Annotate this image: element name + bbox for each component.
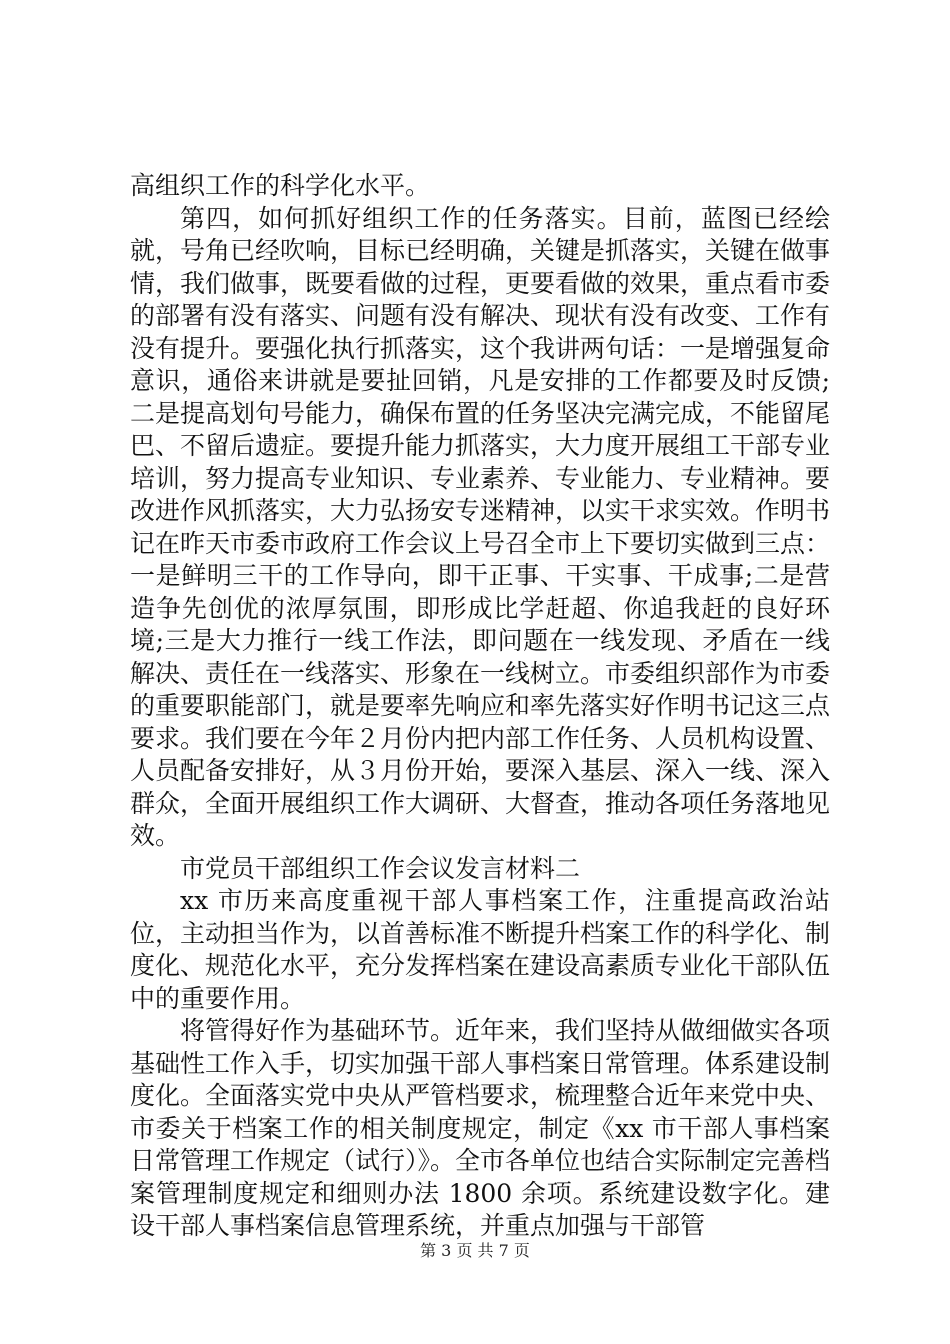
section-heading: 市党员干部组织工作会议发言材料二 [180, 853, 581, 883]
document-body [130, 170, 830, 1243]
paragraph-intro: xx 市历来高度重视干部人事档案工作，注重提高政治站位，主动担当作为，以首善标准不断提升档案工作的科学化、制度化、规范化水平，充分发挥档案在建设高素质专业化干部队伍中的重要作用。 [130, 886, 831, 1013]
page-footer: 第 3 页 共 7 页 [420, 1241, 530, 1260]
paragraph-management: 将管得好作为基础环节。近年来，我们坚持从做细做实各项基础性工作入手，切实加强干部人事档案日常管理。体系建设制度化。全面落实党中央从严管档要求，梳理整合近年来党中央、市委关于档案工作的相关制度规定，制定《xx 市干部人事档案日常管理工作规定（试行）》。全市各单位也结合实际制定完善档案管理制度规定和细则办法 1800 余项。系统建设数字化。建设干部人事档案信息管理系统，并重点加强与干部管 [130, 1016, 831, 1240]
paragraph-continuation: 高组织工作的科学化水平。 [130, 171, 431, 200]
paragraph-fourth-point: 第四，如何抓好组织工作的任务落实。目前，蓝图已经绘就，号角已经吹响，目标已经明确，关键是抓落实，关键在做事情，我们做事，既要看做的过程，更要看做的效果，重点看市委的部署有没有落实、问题有没有解决、现状有没有改变、工作有没有提升。要强化执行抓落实，这个我讲两句话：一是增强复命意识，通俗来讲就是要扯回销，凡是安排的工作都要及时反馈;二是提高划句号能力，确保布置的任务坚决完满完成，不能留尾巴、不留后遗症。要提升能力抓落实，大力度开展组工干部专业培训，努力提高专业知识、专业素养、专业能力、专业精神。要改进作风抓落实，大力弘扬安专迷精神，以实干求实效。作明书记在昨天市委市政府工作会议上号召全市上下要切实做到三点：一是鲜明三干的工作导向，即干正事、干实事、干成事;二是营造争先创优的浓厚氛围，即形成比学赶超、你追我赶的良好环境;三是大力推行一线工作法，即问题在一线发现、矛盾在一线解决、责任在一线落实、形象在一线树立。市委组织部作为市委的重要职能部门，就是要率先响应和率先落实好作明书记这三点要求。我们要在今年２月份内把内部工作任务、人员机构设置、人员配备安排好，从３月份开始，要深入基层、深入一线、深入群众，全面开展组织工作大调研、大督查，推动各项任务落地见效。 [130, 203, 831, 850]
